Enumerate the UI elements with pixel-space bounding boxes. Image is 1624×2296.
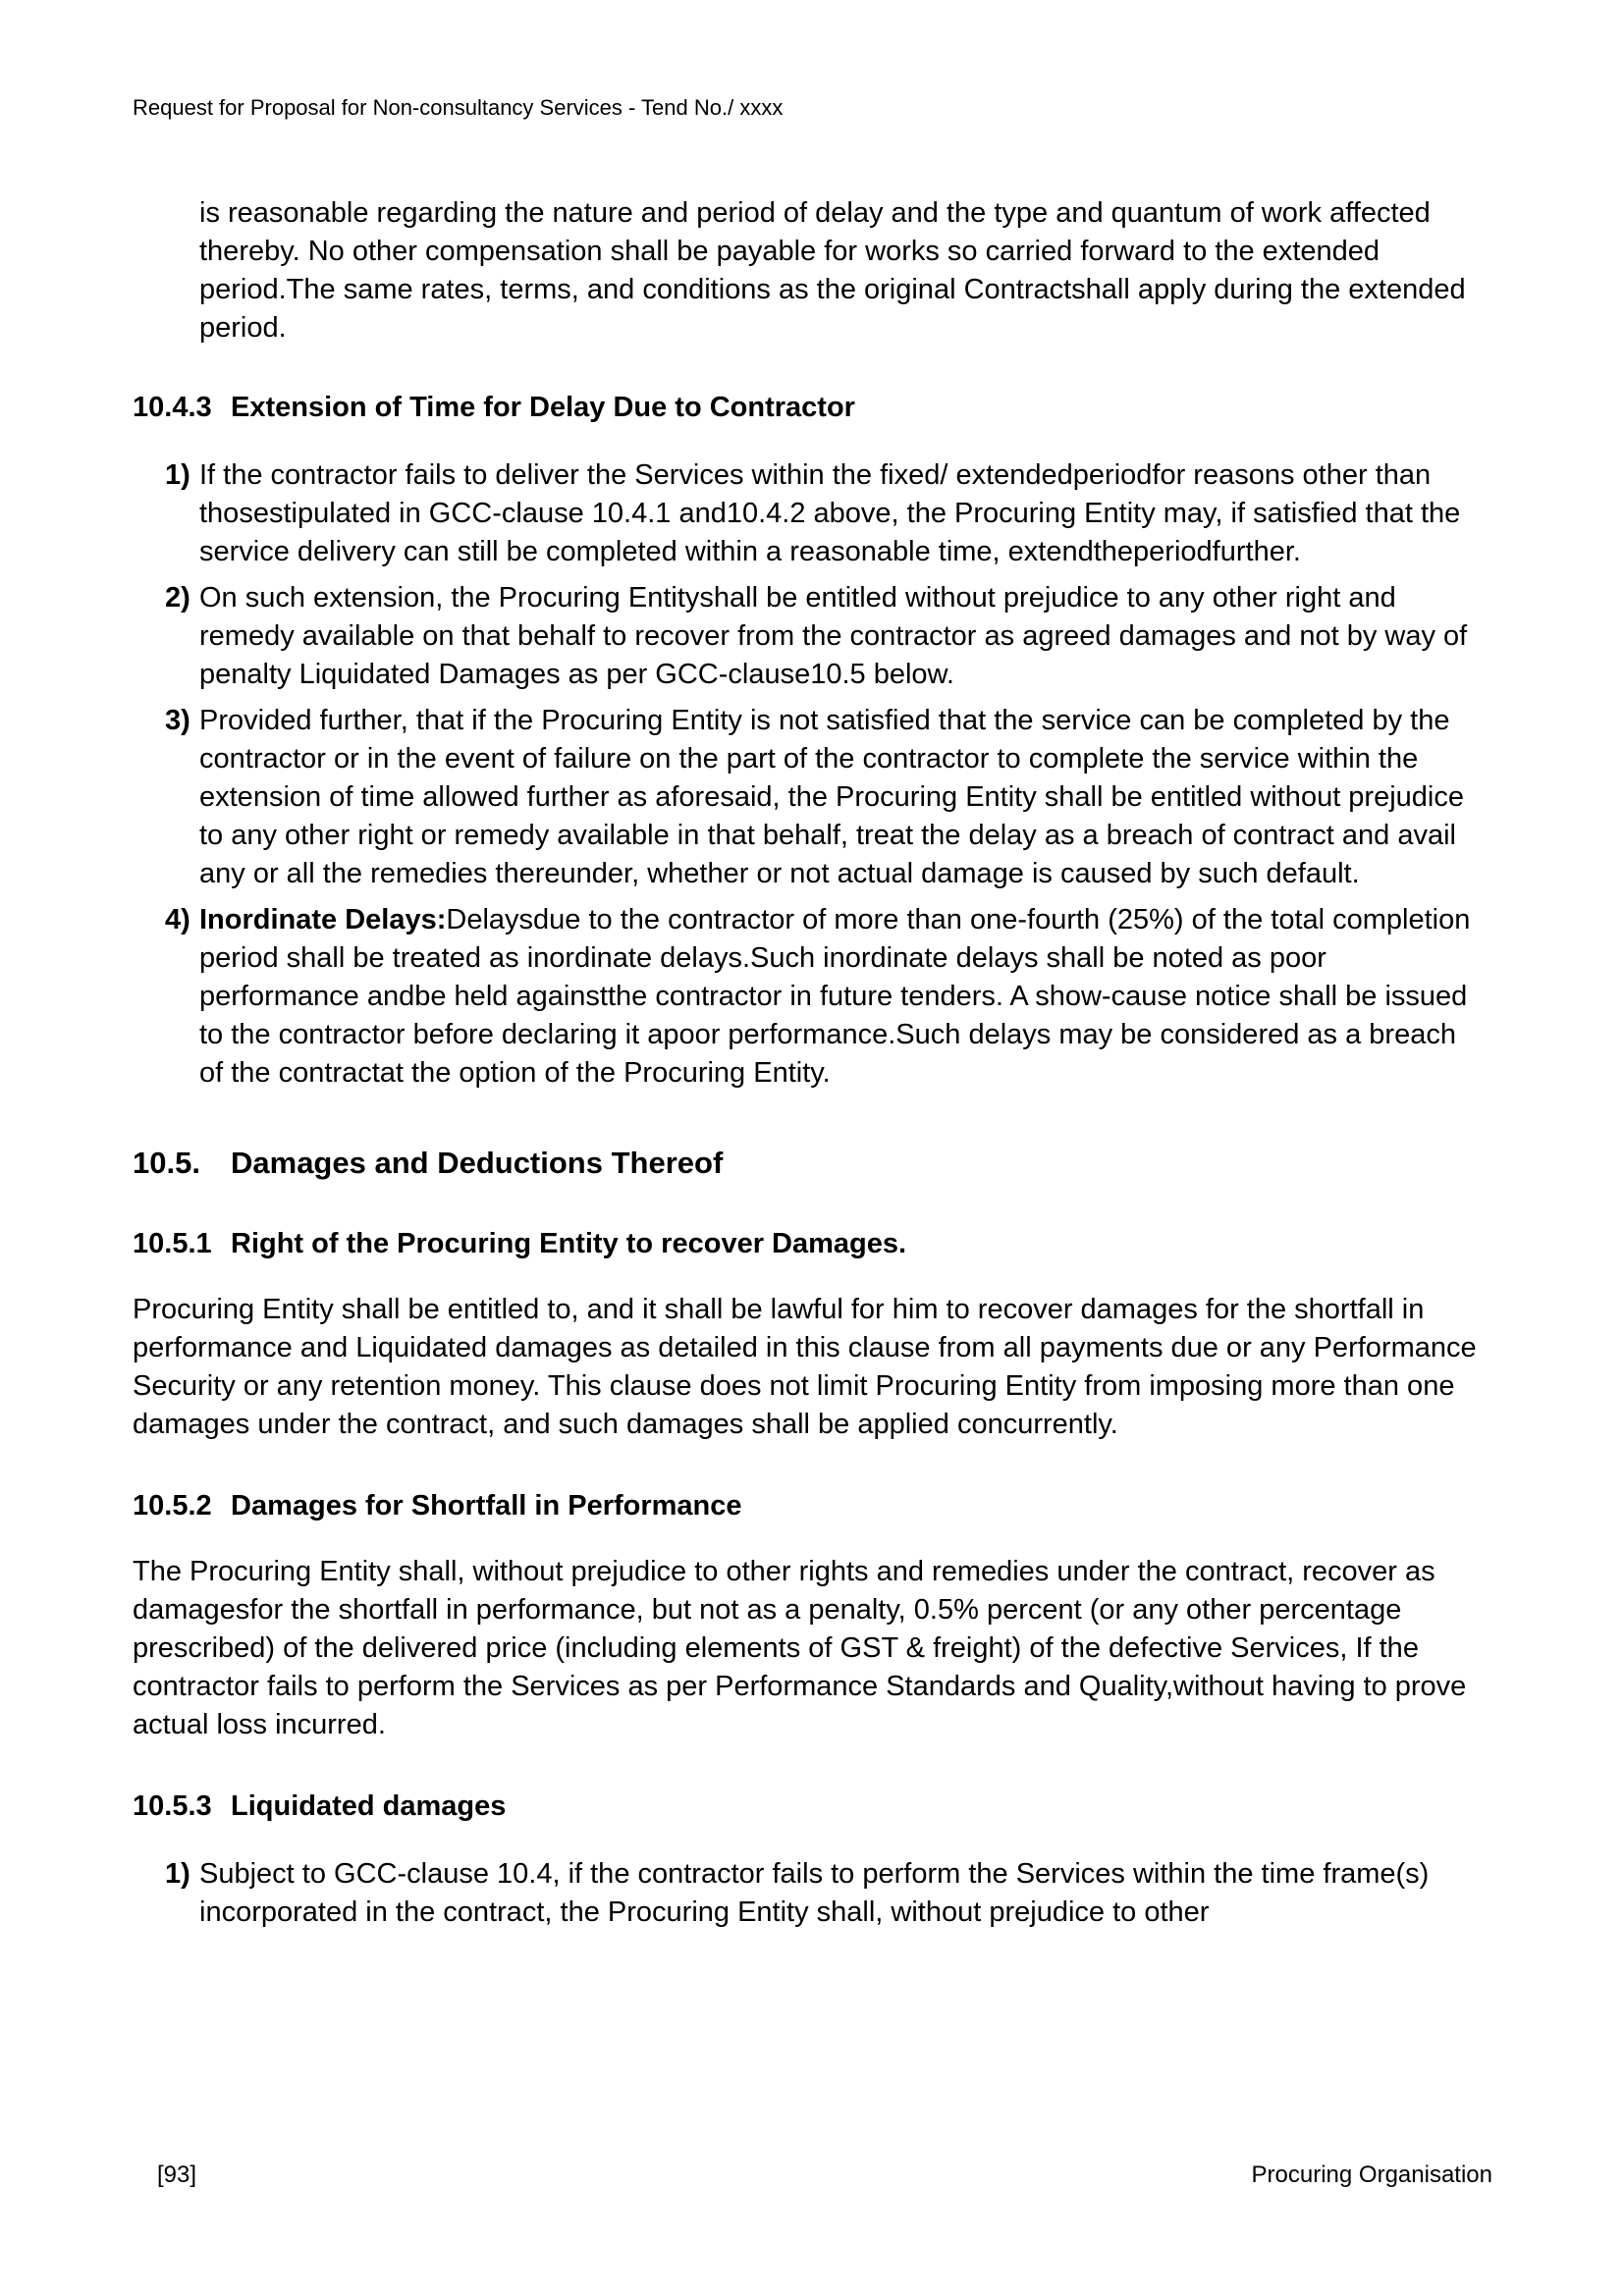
list-item-number: 3): [165, 705, 190, 736]
list-10-4-3: [133, 456, 1483, 1093]
paragraph-10-5-2: The Procuring Entity shall, without prejudice to other rights and remedies under the contract, recover as damagesfor the shortfall in performance, but not as a penalty, 0.5% percent (or any other percentage prescribed) of the delivered price (including elements of GST & freight) of the defective Services, If the contractor fails to perform the Services as per Performance Standards and Quality,without having to prove actual loss incurred.: [133, 1556, 1467, 1740]
heading-title: Liquidated damages: [231, 1790, 507, 1822]
heading-number: 10.5.: [133, 1146, 200, 1180]
heading-title: Extension of Time for Delay Due to Contractor: [231, 392, 855, 423]
heading-number: 10.4.3: [133, 392, 212, 423]
list-10-5-3: [133, 1855, 1483, 1932]
heading-number: 10.5.2: [133, 1490, 212, 1522]
intro-paragraph: is reasonable regarding the nature and period of delay and the type and quantum of work affected thereby. No other compensation shall be payable for works so carried forward to the extended period.The same rates, terms, and conditions as the original Contractshall apply during the extended period.: [199, 197, 1466, 344]
list-item: [133, 456, 1483, 571]
heading-10-5-3: [133, 1788, 1483, 1826]
heading-10-5: [133, 1144, 1483, 1182]
list-item: [133, 579, 1483, 694]
list-item-number: 1): [165, 1858, 190, 1890]
list-item-text: Provided further, that if the Procuring Entity is not satisfied that the service can be completed by the contractor or in the event of failure on the part of the contractor to complete the service within the extension of time allowed further as aforesaid, the Procuring Entity shall be entitled without prejudice to any other right or remedy available in that behalf, treat the delay as a breach of contract and avail any or all the remedies thereunder, whether or not actual damage is caused by such default.: [199, 705, 1464, 889]
list-item-number: 1): [165, 459, 190, 491]
list-item-text: [199, 901, 1483, 1093]
list-item: [133, 1855, 1483, 1932]
heading-10-5-1: [133, 1225, 1483, 1263]
list-item-text: If the contractor fails to deliver the Services within the fixed/ extendedperiodfor reasons other than thosestipulated in GCC-clause 10.4.1 and10.4.2 above, the Procuring Entity may, if satisfied that the service delivery can still be completed within a reasonable time, extendtheperiodfurther.: [199, 459, 1461, 567]
footer-page-number: [93]: [157, 2162, 197, 2188]
list-item-number: 2): [165, 582, 190, 614]
page-footer: [0, 2161, 1624, 2190]
paragraph-10-5-1: Procuring Entity shall be entitled to, and it shall be lawful for him to recover damages for the shortfall in performance and Liquidated damages as detailed in this clause from all payments due or any Performance Security or any retention money. This clause does not limit Procuring Entity from imposing more than one damages under the contract, and such damages shall be applied concurrently.: [133, 1294, 1477, 1440]
list-item-text-body: Delaysdue to the contractor of more than one-fourth (25%) of the total completion period shall be treated as inordinate delays.Such inordinate delays shall be noted as poor performance andbe held againstthe contractor in future tenders. A show-cause notice shall be issued to the contractor before declaring it apoor performance.Such delays may be considered as a breach of the contractat the option of the Procuring Entity.: [199, 904, 1471, 1089]
heading-number: 10.5.1: [133, 1228, 212, 1259]
list-item: [133, 702, 1483, 893]
heading-10-4-3: [133, 389, 1483, 427]
list-item-text: Subject to GCC-clause 10.4, if the contractor fails to perform the Services within the time frame(s) incorporated in the contract, the Procuring Entity shall, without prejudice to other: [199, 1858, 1430, 1928]
heading-number: 10.5.3: [133, 1790, 212, 1822]
list-item: [133, 901, 1483, 1093]
footer-organisation: Procuring Organisation: [1251, 2162, 1492, 2188]
heading-title: Right of the Procuring Entity to recover Damages.: [231, 1228, 907, 1259]
page-header: [133, 94, 1483, 122]
list-item-text: On such extension, the Procuring Entityshall be entitled without prejudice to any other right and remedy available on that behalf to recover from the contractor as agreed damages and not by way of penalty Liquidated Damages as per GCC-clause10.5 below.: [199, 582, 1468, 690]
heading-10-5-2: [133, 1487, 1483, 1525]
inordinate-delays-label: Inordinate Delays:: [199, 904, 447, 935]
heading-title: Damages and Deductions Thereof: [231, 1146, 724, 1180]
page-header-text: Request for Proposal for Non-consultancy Services - Tend No./ xxxx: [133, 95, 784, 120]
heading-title: Damages for Shortfall in Performance: [231, 1490, 742, 1522]
list-item-number: 4): [165, 904, 190, 935]
